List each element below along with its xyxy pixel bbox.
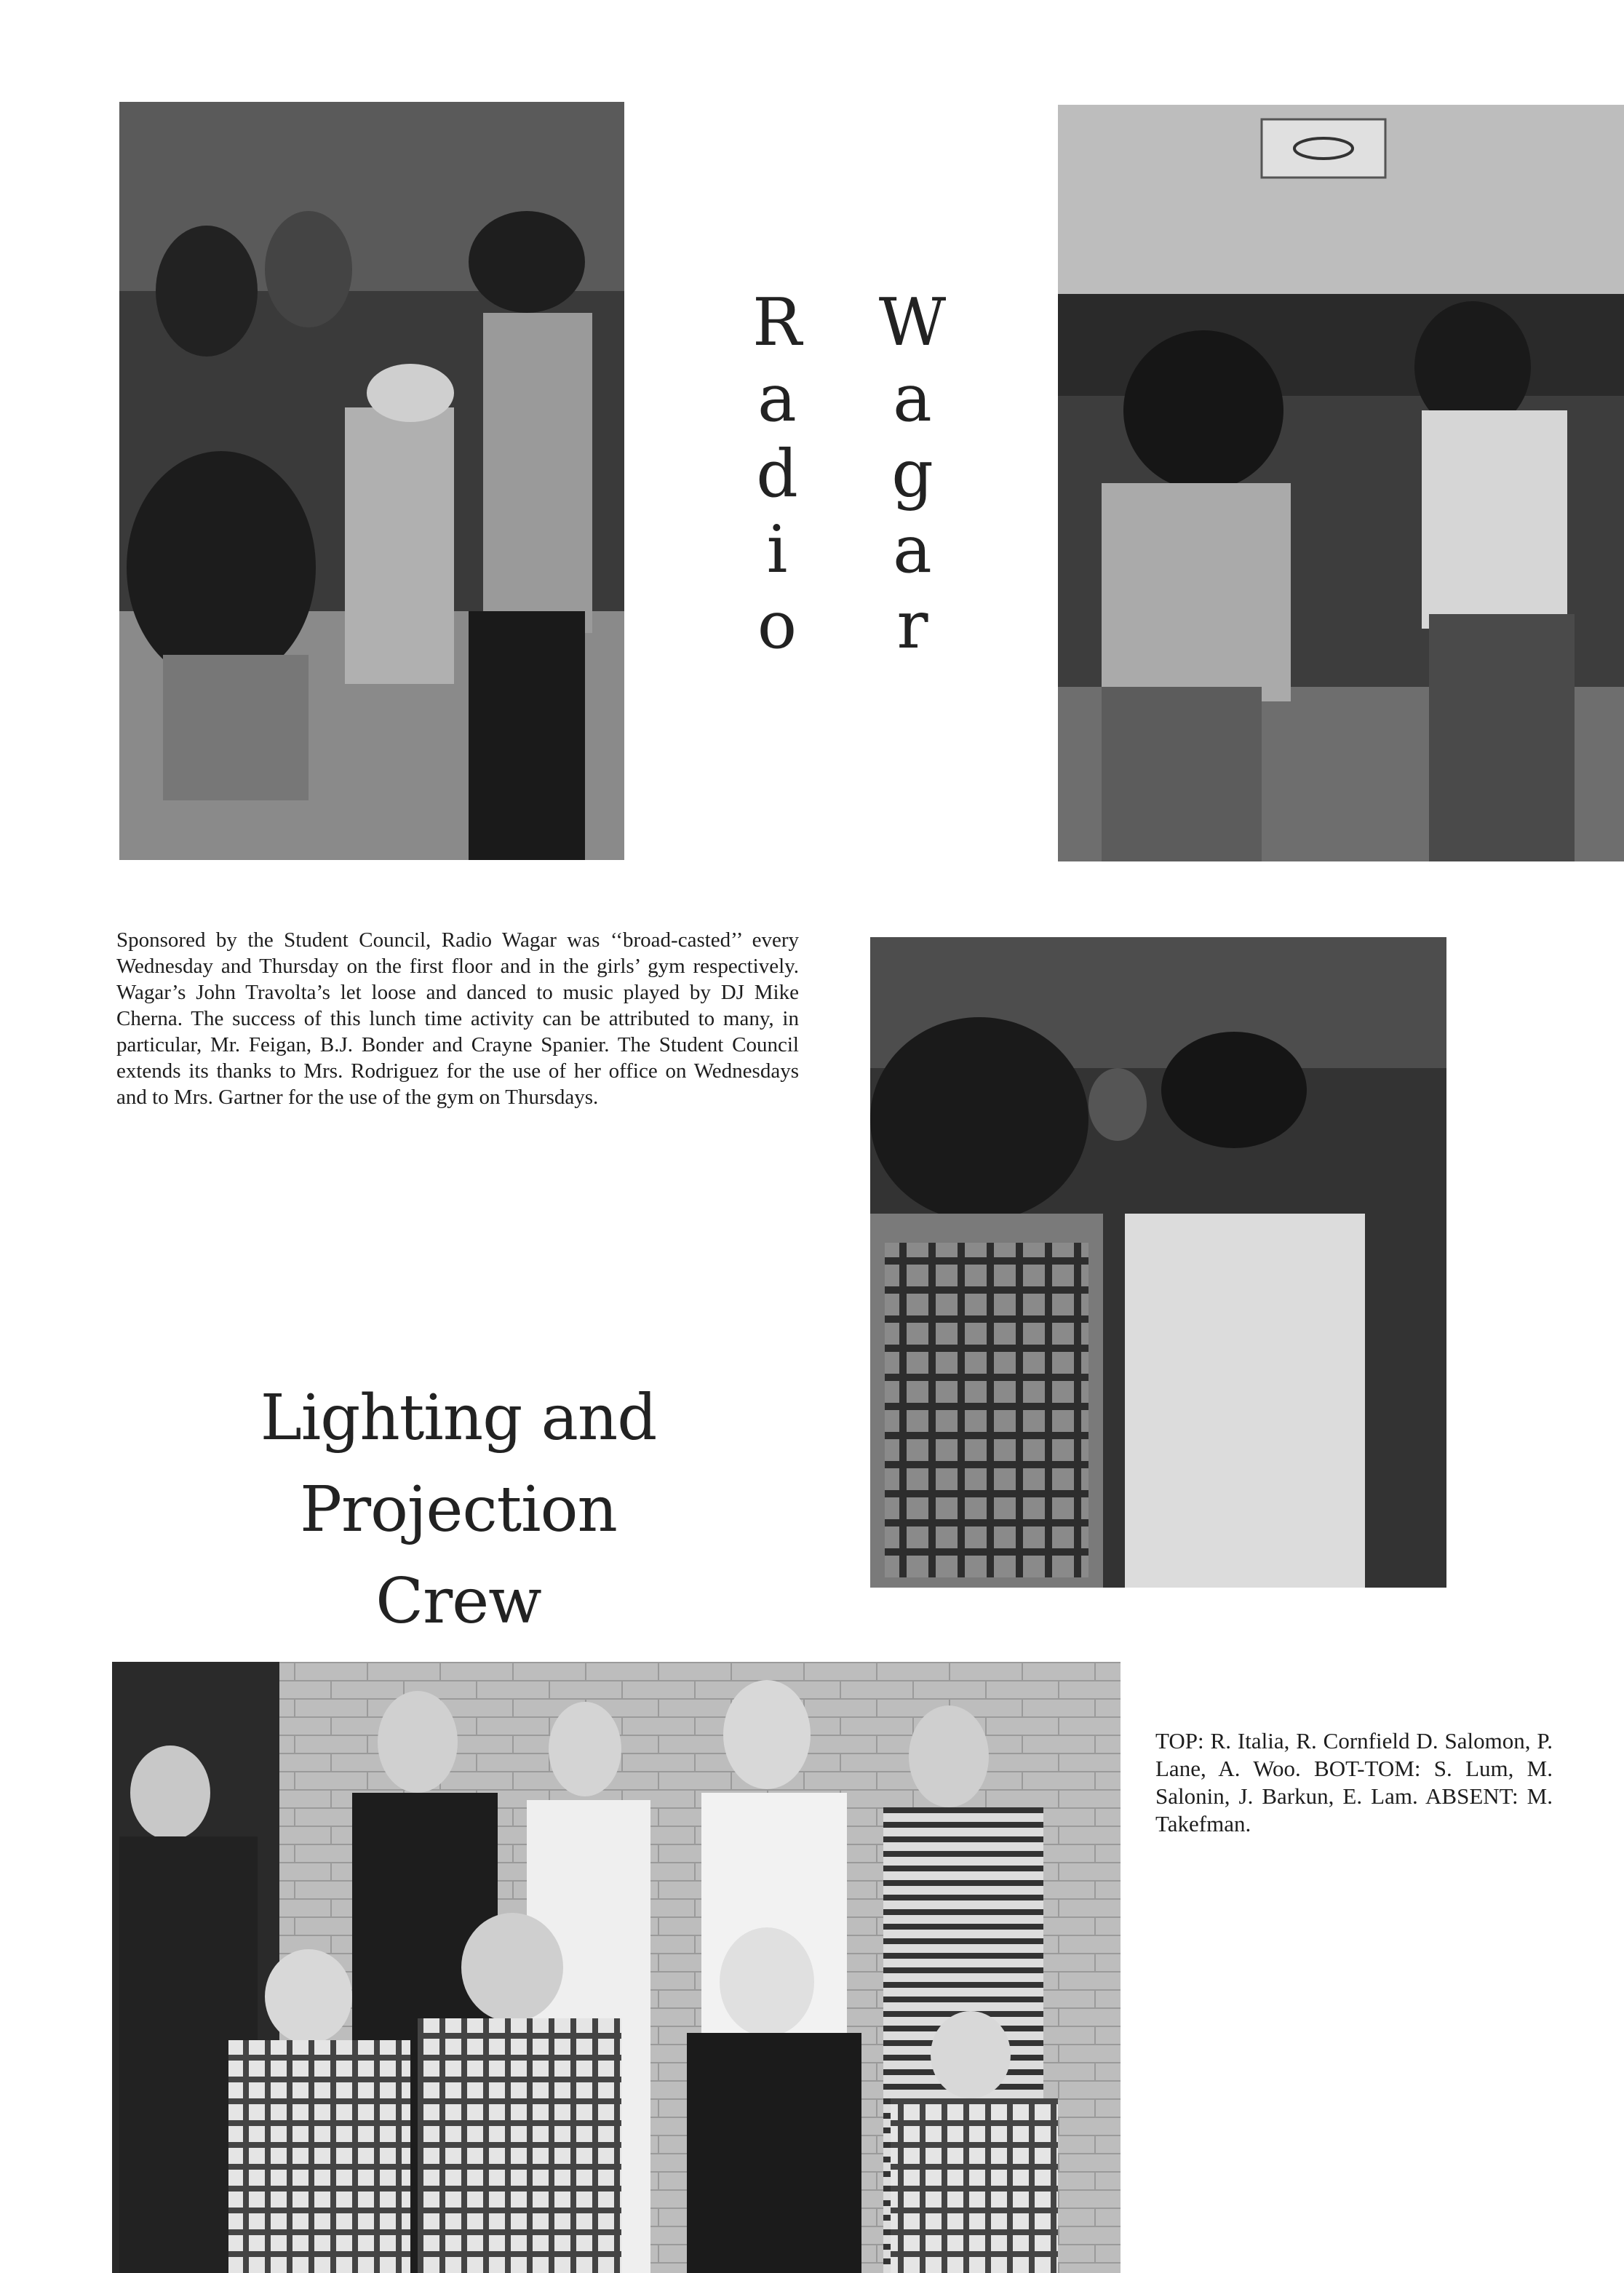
crew-group-photo <box>112 1662 1121 2273</box>
section-title-line: Crew <box>375 1565 541 1638</box>
title-letter: i <box>766 511 788 588</box>
title-letter: r <box>896 587 928 664</box>
crew-caption: TOP: R. Italia, R. Cornfield D. Salomon, P. Lane, A. Woo. BOT-TOM: S. Lum, M. Salonin, J. Barkun, E. Lam. ABSENT: M. Takefman. <box>1155 1728 1553 1836</box>
title-letter: o <box>757 587 797 664</box>
title-letter: d <box>756 436 798 512</box>
dance-photo-middle <box>870 937 1446 1588</box>
dance-photo-right <box>1058 105 1624 861</box>
title-letter: R <box>752 284 802 361</box>
section-title <box>218 1372 698 1647</box>
dance-photo-left <box>119 102 624 860</box>
radio-wagar-description: Sponsored by the Student Council, Radio Wagar was ‘‘broad-casted’’ every Wednesday and Thursday on the first floor and in the girls’ gym respectively. Wagar’s John Travolta’s let loose and danced to music played by DJ Mike Cherna. The success of this lunch time activity can be attributed to many, in particular, Mr. Feigan, B.J. Bonder and Crayne Spanier. The Student Council extends its thanks to Mrs. Rodriguez for the use of her office on Wednesdays and to Mrs. Gartner for the use of the gym on Thursdays. <box>116 928 799 1109</box>
section-title-line: Lighting and <box>260 1382 657 1454</box>
title-letter: a <box>893 360 932 437</box>
title-letter: g <box>891 436 934 512</box>
section-title-line: Projection <box>300 1473 617 1546</box>
title-letter: a <box>893 511 932 588</box>
title-wagar <box>876 285 949 664</box>
title-letter: W <box>878 284 947 361</box>
title-letter: a <box>757 360 797 437</box>
title-radio <box>741 285 813 664</box>
